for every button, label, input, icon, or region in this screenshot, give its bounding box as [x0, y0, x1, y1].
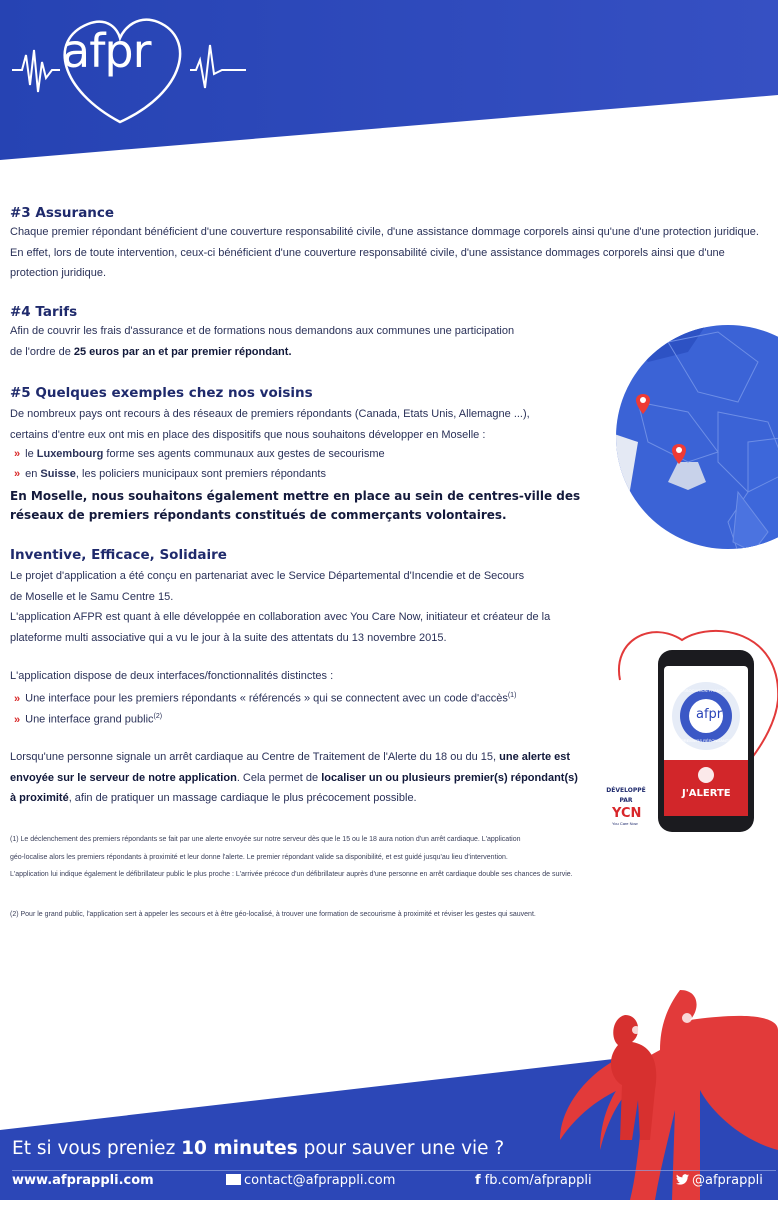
alert-text	[10, 747, 610, 809]
ycn-subtitle: You Care Now	[612, 821, 638, 826]
afpr-logo[interactable]: afpr	[62, 24, 151, 78]
header-banner	[0, 0, 778, 170]
alert-part: Lorsqu'une personne signale un arrêt cardiaque au Centre de Traitement de l'Alerte du 18 ou du 15,	[10, 751, 500, 763]
email-text: contact@afprappli.com	[244, 1173, 396, 1188]
developed-by-label: DÉVELOPPÉ PAR	[606, 787, 646, 804]
tagline-part: pour sauver une vie ?	[297, 1138, 505, 1159]
bullet-interface-public	[14, 707, 162, 730]
footer-divider	[12, 1170, 776, 1171]
footnote-1-line-2: géo-localise alors les premiers répondants à proximité et leur donne l'alerte. Le premier répondant valide sa disponibilité, et est guidé jusqu'au lieu d'intervention.	[10, 853, 508, 861]
footer-background	[0, 990, 778, 1200]
interfaces-intro: L'application dispose de deux interfaces/fonctionnalités distinctes :	[10, 670, 334, 682]
tagline-part: Et si vous preniez	[12, 1138, 182, 1159]
inventive-text	[10, 566, 610, 648]
tarifs-amount: 25 euros par an et par premier répondant.	[73, 345, 292, 358]
bullet-arrow-icon: »	[14, 713, 21, 726]
ycn-logo: YCN	[612, 806, 642, 821]
bullet-arrow-icon: »	[14, 468, 21, 480]
bullet-prefix: en	[25, 468, 41, 480]
map-graphic	[568, 322, 778, 552]
twitter-link[interactable]	[676, 1173, 763, 1188]
inventive-line-1: Le projet d'application a été conçu en partenariat avec le Service Départemental d'Incendie et de Secours	[10, 570, 525, 582]
bullet-suisse	[14, 464, 326, 484]
moselle-line-2: réseaux de premiers répondants constitués de commerçants volontaires.	[10, 508, 507, 522]
bullet-suffix: , les policiers municipaux sont premiers répondants	[75, 468, 326, 480]
assurance-text: Chaque premier répondant bénéficient d'une couverture responsabilité civile, d'une assistance dommage corporels ainsi qu'une d'une protection juridique. En effet, lors de toute intervention, ceux-ci bénéficient d'une couverture responsabilité civile, d'une assistance dommages corporels ainsi que d'une protection juridique.	[10, 226, 759, 279]
section-title-inventive: Inventive, Efficace, Solidaire	[10, 547, 227, 563]
inventive-line-2: de Moselle et le Samu Centre 15.	[10, 590, 174, 603]
bullet-prefix: le	[25, 448, 37, 460]
alert-part-bold: à proximité	[10, 792, 69, 804]
facebook-text: fb.com/afprappli	[484, 1173, 592, 1188]
facebook-icon: f	[475, 1173, 481, 1188]
section-title-tarifs: #4 Tarifs	[10, 304, 78, 320]
tarifs-text	[10, 321, 590, 362]
inventive-line-3: L'application AFPR est quant à elle développée en collaboration avec You Care Now, initiateur et créateur de la	[10, 611, 551, 623]
facebook-link[interactable]	[475, 1173, 592, 1188]
exemples-line-2: certains d'entre eux ont mis en place des dispositifs que nous souhaitons développer en Moselle :	[10, 428, 486, 441]
bullet-arrow-icon: »	[14, 692, 21, 705]
europe-map-illustration	[568, 322, 778, 552]
phone-logo: afpr	[696, 707, 723, 722]
website-link[interactable]: www.afprappli.com	[12, 1173, 154, 1188]
twitter-bird-icon	[676, 1174, 689, 1185]
bullet-text: Une interface grand public	[25, 713, 154, 726]
exemples-line-1: De nombreux pays ont recours à des réseaux de premiers répondants (Canada, Etats Unis, Allemagne ...),	[10, 408, 530, 420]
alert-part: . Cela permet de	[236, 771, 322, 784]
phone-ring-top: ASSOCIATION FRANÇAISE	[680, 688, 732, 693]
footer-tagline	[12, 1138, 504, 1159]
bullet-arrow-icon: »	[14, 448, 21, 460]
footer-banner	[0, 990, 778, 1200]
footnote-ref: (1)	[507, 692, 517, 699]
section-title-assurance: #3 Assurance	[10, 205, 115, 221]
alert-part-bold: envoyée sur le serveur de notre application	[10, 771, 237, 784]
inventive-line-4: plateforme multi associative qui a vu le jour à la suite des attentats du 13 novembre 2015.	[10, 631, 447, 644]
phone-ring-bottom: PREMIERS RÉPONDANTS	[681, 738, 731, 743]
bullet-country: Luxembourg	[36, 448, 104, 460]
moselle-statement	[10, 487, 580, 525]
alert-part-bold: une alerte est	[499, 751, 571, 763]
section-title-exemples: #5 Quelques exemples chez nos voisins	[10, 385, 313, 401]
bullet-suffix: forme ses agents communaux aux gestes de secourisme	[103, 448, 385, 460]
phone-illustration	[606, 620, 778, 850]
bullet-luxembourg	[14, 444, 385, 464]
alert-button[interactable]: J'ALERTE	[682, 788, 731, 799]
footnote-2: (2) Pour le grand public, l'application sert à appeler les secours et à être géo-localisé, à trouver une formation de secourisme à proximité et réviser les gestes qui sauvent.	[10, 911, 536, 918]
footnote-1-line-1: (1) Le déclenchement des premiers répondants se fait par une alerte envoyée sur notre serveur dès que le 15 ou le 18 aura notion d'un arrêt cardiaque. L'application	[10, 836, 521, 843]
exemples-text	[10, 404, 570, 445]
alert-part: , afin de pratiquer un massage cardiaque le plus précocement possible.	[68, 792, 417, 804]
tarifs-line-1: Afin de couvrir les frais d'assurance et de formations nous demandons aux communes une participation	[10, 325, 515, 337]
footnote-ref: (2)	[153, 713, 163, 720]
email-contact[interactable]	[226, 1173, 395, 1188]
footnote-1-line-3: L'application lui indique également le défibrillateur public le plus proche : L'arrivée précoce d'un défibrillateur auprès d'une personne en arrêt cardiaque double ses chances de survie.	[10, 871, 573, 878]
bullet-interface-repondants	[14, 686, 516, 709]
alert-part-bold: localiser un ou plusieurs premier(s) répondant(s)	[321, 771, 578, 784]
twitter-text: @afprappli	[692, 1173, 763, 1188]
moselle-line-1: En Moselle, nous souhaitons également mettre en place au sein de centres-ville des	[10, 489, 581, 503]
bullet-text: Une interface pour les premiers répondants « référencés » qui se connectent avec un code d'accès	[25, 692, 508, 705]
tagline-emphasis: 10 minutes	[181, 1138, 298, 1159]
envelope-icon	[226, 1174, 241, 1185]
bullet-country: Suisse	[40, 468, 76, 480]
tarifs-line-2-prefix: de l'ordre de	[10, 345, 74, 358]
